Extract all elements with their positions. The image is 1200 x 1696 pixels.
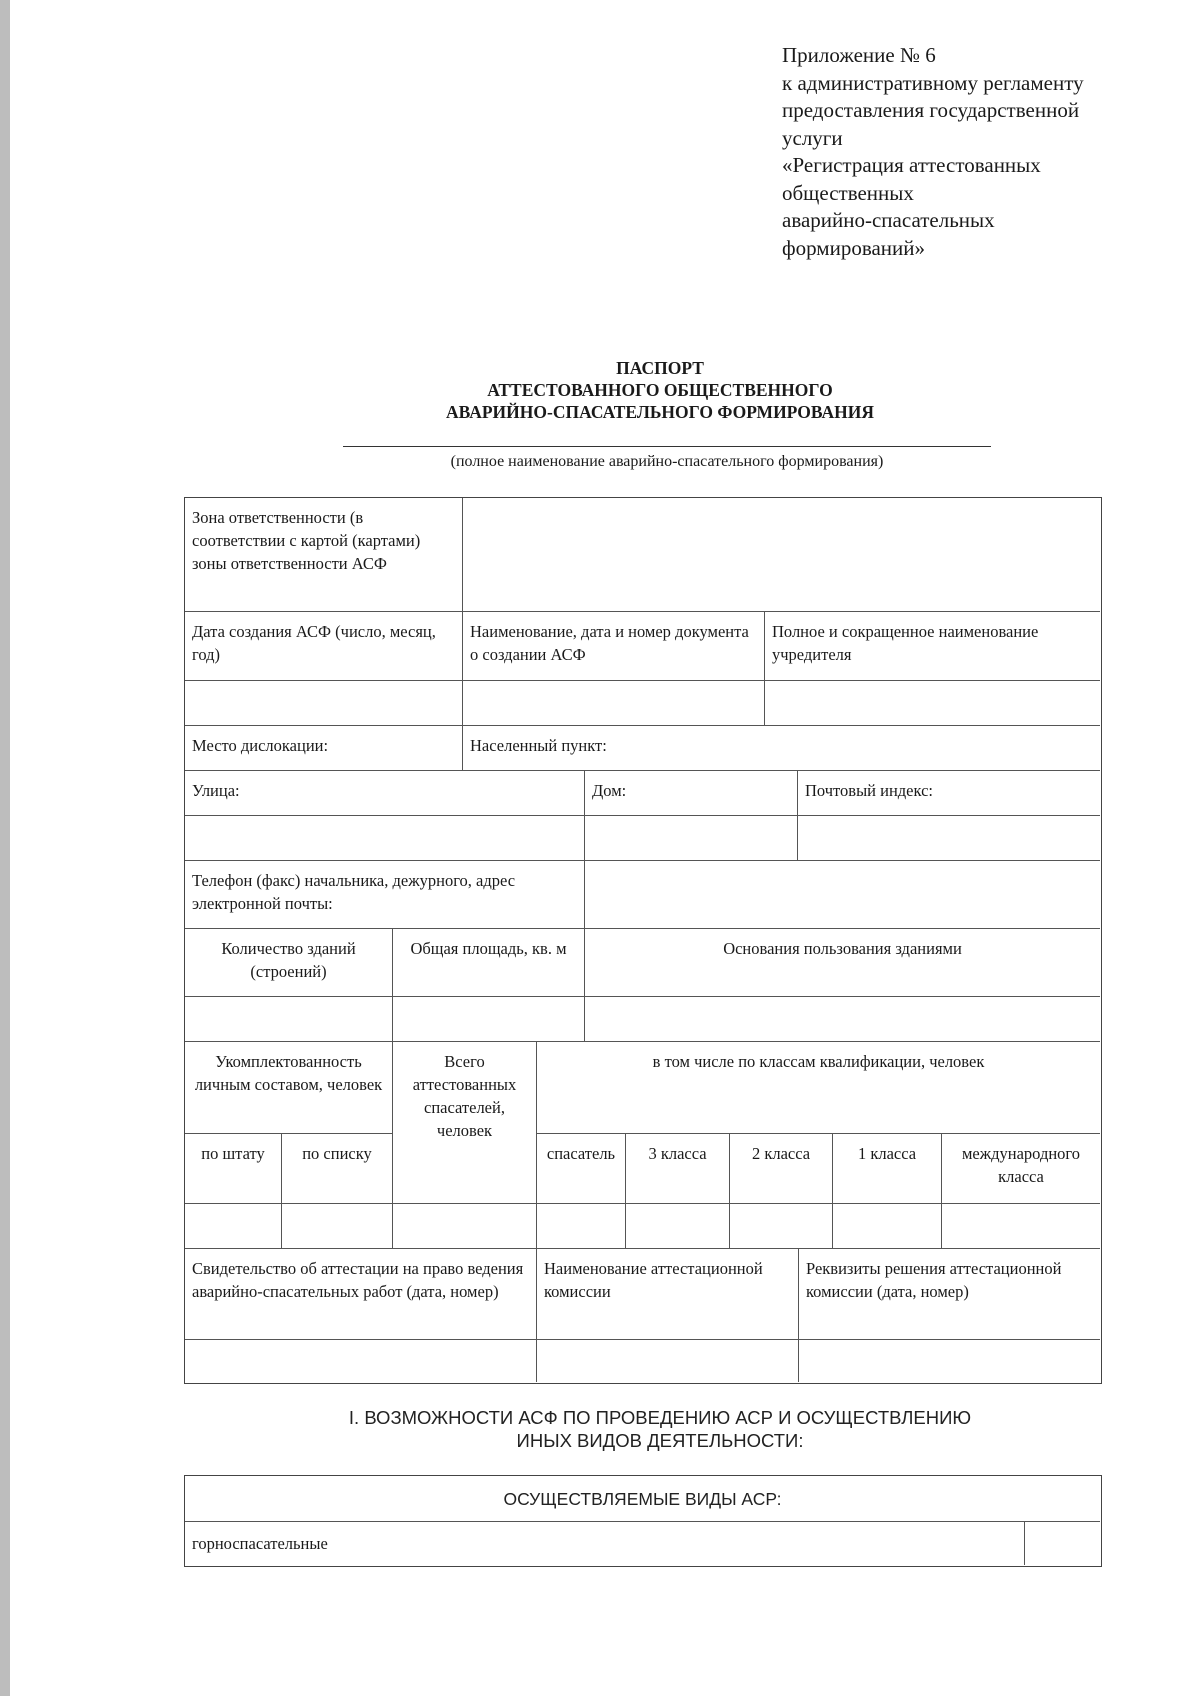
class-1-field[interactable] (833, 1204, 942, 1249)
decision-label: Реквизиты решения аттестационной комиссии (дата, номер) (799, 1249, 1100, 1340)
creation-document-label: Наименование, дата и номер документа о создании АСФ (463, 612, 765, 681)
appendix-note (782, 42, 1152, 262)
date-created-label: Дата создания АСФ (число, месяц, год) (185, 612, 463, 681)
commission-label: Наименование аттестационной комиссии (537, 1249, 799, 1340)
appendix-line: к административному регламенту (782, 70, 1084, 95)
by-staff-field[interactable] (185, 1204, 282, 1249)
founder-label: Полное и сокращенное наименование учредителя (765, 612, 1100, 681)
founder-field[interactable] (765, 681, 1100, 726)
postcode-label: Почтовый индекс: (798, 771, 1100, 816)
section-heading-line: ИНЫХ ВИДОВ ДЕЯТЕЛЬНОСТИ: (516, 1430, 804, 1451)
decision-field[interactable] (799, 1340, 1100, 1382)
by-list-label: по списку (282, 1134, 393, 1204)
passport-form (184, 497, 1102, 1384)
buildings-count-field[interactable] (185, 997, 393, 1042)
formation-name-caption: (полное наименование аварийно-спасательного формирования) (450, 453, 884, 470)
total-rescuers-field[interactable] (393, 1204, 537, 1249)
certificate-field[interactable] (185, 1340, 537, 1382)
title-line: АВАРИЙНО-СПАСАТЕЛЬНОГО ФОРМИРОВАНИЯ (446, 402, 874, 422)
class-international-label: международного класса (942, 1134, 1100, 1204)
asr-type-label: горноспасательные (185, 1522, 1025, 1565)
class-rescuer-field[interactable] (537, 1204, 626, 1249)
street-field[interactable] (185, 816, 585, 861)
zone-value-field[interactable] (463, 498, 1100, 612)
postcode-field[interactable] (798, 816, 1100, 861)
by-class-label: в том числе по классам квалификации, человек (537, 1042, 1100, 1134)
appendix-line: услуги (782, 125, 843, 150)
house-label: Дом: (585, 771, 798, 816)
commission-field[interactable] (537, 1340, 799, 1382)
appendix-line: общественных (782, 180, 914, 205)
usage-basis-field[interactable] (585, 997, 1100, 1042)
section-heading-line: I. ВОЗМОЖНОСТИ АСФ ПО ПРОВЕДЕНИЮ АСР И ОСУЩЕСТВЛЕНИЮ (348, 1407, 972, 1428)
total-area-label: Общая площадь, кв. м (393, 929, 585, 997)
appendix-line: Приложение № 6 (782, 43, 936, 67)
appendix-line: предоставления государственной (782, 98, 1080, 122)
creation-document-field[interactable] (463, 681, 765, 726)
phone-label: Телефон (факс) начальника, дежурного, адрес электронной почты: (185, 861, 585, 929)
certificate-label: Свидетельство об аттестации на право ведения аварийно-спасательных работ (дата, номер) (185, 1249, 537, 1340)
locality-field[interactable]: Населенный пункт: (463, 726, 1100, 771)
class-2-field[interactable] (730, 1204, 833, 1249)
location-label: Место дислокации: (185, 726, 463, 771)
by-list-field[interactable] (282, 1204, 393, 1249)
appendix-line: формирований» (782, 235, 925, 260)
title-line: АТТЕСТОВАННОГО ОБЩЕСТВЕННОГО (487, 380, 833, 400)
by-staff-label: по штату (185, 1134, 282, 1204)
title-line: ПАСПОРТ (616, 358, 704, 378)
section-heading (200, 1406, 1120, 1452)
phone-field[interactable] (585, 861, 1100, 929)
class-3-label: 3 класса (626, 1134, 730, 1204)
total-area-field[interactable] (393, 997, 585, 1042)
house-field[interactable] (585, 816, 798, 861)
date-created-field[interactable] (185, 681, 463, 726)
class-1-label: 1 класса (833, 1134, 942, 1204)
street-label: Улица: (185, 771, 585, 816)
usage-basis-label: Основания пользования зданиями (585, 929, 1100, 997)
class-rescuer-label: спасатель (537, 1134, 626, 1204)
class-3-field[interactable] (626, 1204, 730, 1249)
appendix-line: «Регистрация аттестованных (782, 153, 1041, 177)
class-international-field[interactable] (942, 1204, 1100, 1249)
asr-types-table (184, 1475, 1102, 1567)
class-2-label: 2 класса (730, 1134, 833, 1204)
zone-label: Зона ответственности (в соответствии с картой (картами) зоны ответственности АСФ (185, 498, 463, 612)
buildings-count-label: Количество зданий (строений) (185, 929, 393, 997)
appendix-line: аварийно-спасательных (782, 208, 995, 232)
total-rescuers-label: Всего аттестованных спасателей, человек (393, 1042, 537, 1204)
document-title (330, 357, 990, 423)
formation-name-field[interactable] (343, 446, 991, 447)
staffing-label: Укомплектованность личным составом, человек (185, 1042, 393, 1134)
asr-type-value-field[interactable] (1025, 1522, 1100, 1565)
scan-left-edge (0, 0, 10, 1696)
asr-types-header: ОСУЩЕСТВЛЯЕМЫЕ ВИДЫ АСР: (185, 1476, 1100, 1522)
